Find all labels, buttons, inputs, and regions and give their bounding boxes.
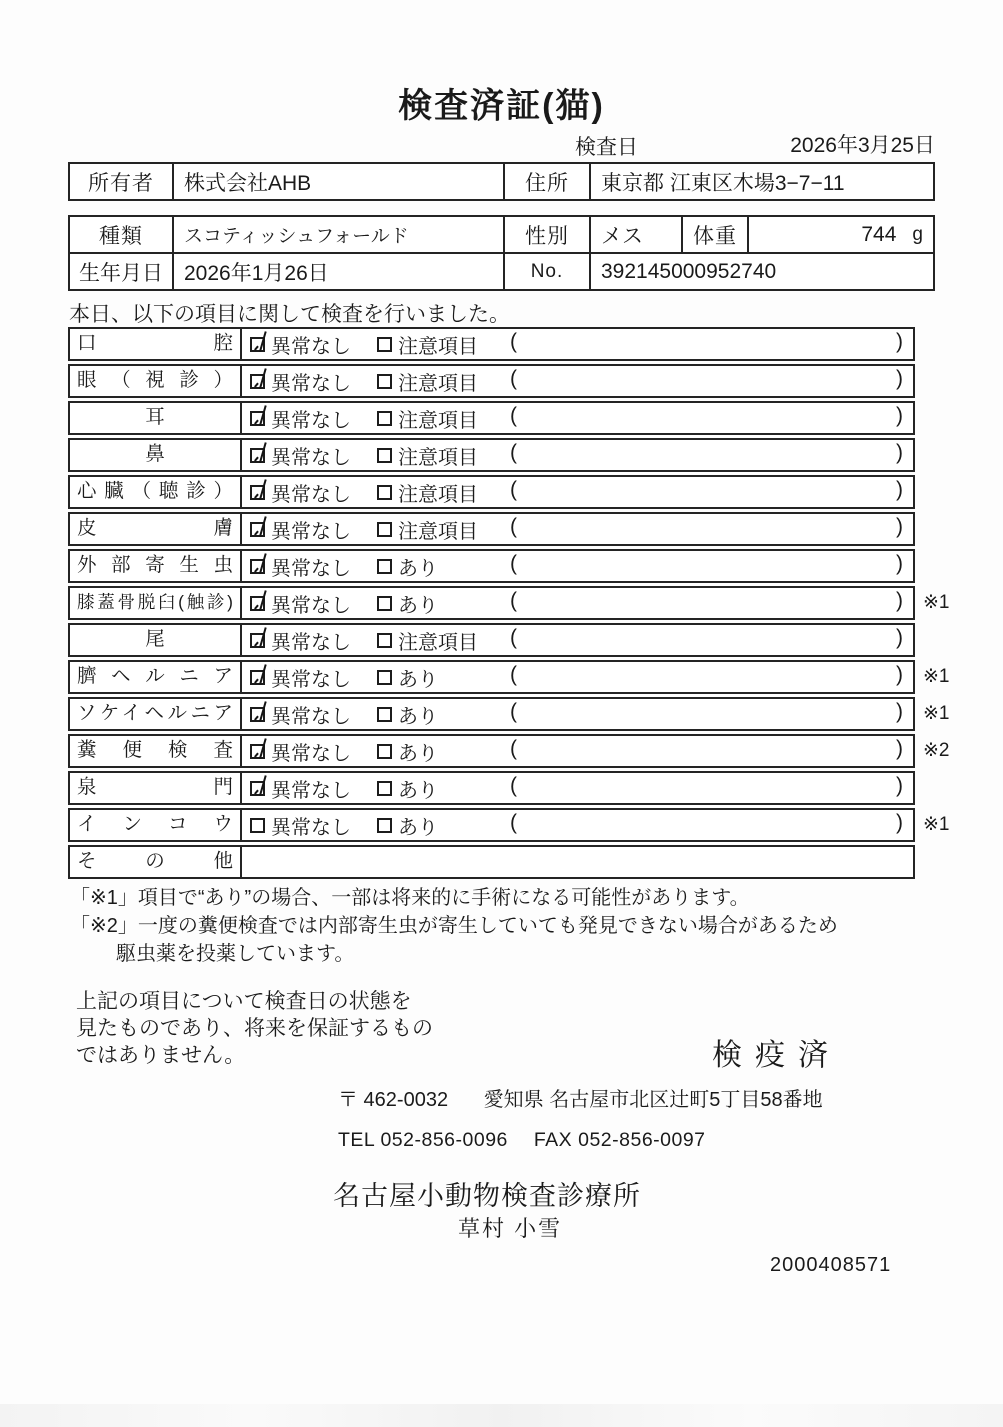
checkbox-option: [377, 514, 478, 544]
finding-checkbox[interactable]: [377, 448, 392, 463]
exam-item-label: インコウ: [70, 810, 242, 840]
no-abnormality-checkbox[interactable]: [250, 411, 265, 426]
exam-row-body: [242, 403, 913, 433]
quarantine-passed-stamp: 検疫済: [712, 1039, 841, 1072]
exam-row-body: [242, 588, 913, 618]
checkbox-option: [377, 403, 478, 433]
exam-row-body: [242, 477, 913, 507]
exam-item-label: 鼻: [70, 440, 242, 470]
no-abnormality-checkbox[interactable]: [250, 522, 265, 537]
remarks-paren-close: ): [896, 663, 903, 686]
weight-value: 744: [861, 222, 897, 246]
remarks-paren-close: ): [896, 552, 903, 575]
checkbox-label: 異常なし: [271, 520, 351, 543]
checkbox-option: [377, 736, 438, 766]
checkbox-option: [377, 588, 438, 618]
pet-table: [68, 215, 935, 291]
no-abnormality-checkbox[interactable]: [250, 744, 265, 759]
remarks-paren-close: ): [896, 478, 903, 501]
exam-item-label: ソケイヘルニア: [70, 699, 242, 729]
no-label: No.: [505, 254, 591, 289]
checkbox-option: [377, 810, 438, 840]
remarks-paren-close: ): [896, 441, 903, 464]
disclaimer-line-2: 見たものであり、将来を保証するもの: [76, 1017, 433, 1040]
exam-row-body: [242, 662, 913, 692]
checkbox-label: 異常なし: [271, 483, 351, 506]
weight-label: 体重: [683, 217, 749, 252]
exam-row-body: [242, 773, 913, 803]
exam-item-label: その他: [70, 847, 242, 877]
checkbox-option: [250, 477, 351, 507]
finding-checkbox[interactable]: [377, 485, 392, 500]
checkbox-option: [377, 625, 478, 655]
checkbox-option: [250, 662, 351, 692]
no-abnormality-checkbox[interactable]: [250, 596, 265, 611]
checkbox-label: あり: [398, 779, 438, 802]
finding-checkbox[interactable]: [377, 707, 392, 722]
exam-row-body: [242, 514, 913, 544]
remarks-paren-open: (: [510, 663, 517, 686]
exam-item-label: 泉門: [70, 773, 242, 803]
exam-item-label: 口腔: [70, 329, 242, 359]
checkbox-label: 異常なし: [271, 409, 351, 432]
checkbox-option: [250, 440, 351, 470]
checkbox-label: 注意項目: [398, 446, 478, 469]
checkbox-label: 注意項目: [398, 483, 478, 506]
no-abnormality-checkbox[interactable]: [250, 818, 265, 833]
reference-mark: ※1: [923, 703, 950, 724]
remarks-paren-close: ): [896, 367, 903, 390]
checkbox-label: 注意項目: [398, 631, 478, 654]
remarks-paren-close: ): [896, 774, 903, 797]
weight-value-cell: [749, 217, 933, 252]
birth-row: [70, 252, 933, 289]
reference-mark: ※1: [923, 814, 950, 835]
no-abnormality-checkbox[interactable]: [250, 374, 265, 389]
clinic-fax: FAX 052-856-0097: [533, 1129, 706, 1151]
no-abnormality-checkbox[interactable]: [250, 485, 265, 500]
clinic-phone-line: [338, 1129, 706, 1152]
checkbox-option: [250, 625, 351, 655]
exam-intro-text: 本日、以下の項目に関して検査を行いました。: [69, 303, 510, 326]
remarks-paren-close: ): [896, 811, 903, 834]
exam-row: [68, 549, 915, 583]
exam-item-label: 尾: [70, 625, 242, 655]
breed-label: 種類: [70, 217, 174, 252]
clinic-address-line: [338, 1083, 823, 1112]
owner-label: 所有者: [70, 164, 174, 199]
remarks-paren-close: ): [896, 737, 903, 760]
checkbox-label: 異常なし: [271, 816, 351, 839]
exam-row-body: [242, 847, 913, 877]
checkbox-option: [377, 662, 438, 692]
exam-item-label: 膝蓋骨脱臼(触診): [70, 588, 242, 618]
checkbox-label: 異常なし: [271, 335, 351, 358]
finding-checkbox[interactable]: [377, 411, 392, 426]
address-label: 住所: [505, 164, 591, 199]
exam-row-body: [242, 810, 913, 840]
checkbox-option: [377, 477, 478, 507]
remarks-paren-close: ): [896, 626, 903, 649]
exam-row: [68, 401, 915, 435]
checkbox-label: あり: [398, 668, 438, 691]
remarks-paren-open: (: [510, 441, 517, 464]
remarks-paren-open: (: [510, 626, 517, 649]
no-abnormality-checkbox[interactable]: [250, 781, 265, 796]
checkbox-label: 異常なし: [271, 668, 351, 691]
finding-checkbox[interactable]: [377, 670, 392, 685]
exam-row: [68, 697, 950, 731]
finding-checkbox[interactable]: [377, 337, 392, 352]
remarks-paren-open: (: [510, 589, 517, 612]
finding-checkbox[interactable]: [377, 744, 392, 759]
checkbox-label: 異常なし: [271, 705, 351, 728]
remarks-paren-open: (: [510, 774, 517, 797]
exam-row: [68, 623, 915, 657]
checkbox-option: [250, 773, 351, 803]
clinic-tel: TEL 052-856-0096: [338, 1129, 508, 1151]
checkbox-label: あり: [398, 816, 438, 839]
checkbox-option: [377, 773, 438, 803]
checkbox-option: [377, 440, 478, 470]
document-serial-number: 2000408571: [770, 1254, 892, 1276]
no-abnormality-checkbox[interactable]: [250, 670, 265, 685]
page-title: 検査済証(猫): [398, 87, 605, 125]
finding-checkbox[interactable]: [377, 522, 392, 537]
finding-checkbox[interactable]: [377, 559, 392, 574]
checkbox-option: [250, 551, 351, 581]
no-abnormality-checkbox[interactable]: [250, 337, 265, 352]
finding-checkbox[interactable]: [377, 633, 392, 648]
checkbox-label: 異常なし: [271, 742, 351, 765]
no-abnormality-checkbox[interactable]: [250, 707, 265, 722]
remarks-paren-close: ): [896, 515, 903, 538]
checkbox-label: 異常なし: [271, 446, 351, 469]
exam-row-body: [242, 366, 913, 396]
disclaimer-line-1: 上記の項目について検査日の状態を: [76, 990, 412, 1013]
checkbox-option: [377, 551, 438, 581]
exam-item-label: 臍ヘルニア: [70, 662, 242, 692]
finding-checkbox[interactable]: [377, 596, 392, 611]
checkbox-option: [250, 366, 351, 396]
checkbox-label: 異常なし: [271, 631, 351, 654]
footnotes: [70, 884, 838, 968]
remarks-paren-open: (: [510, 811, 517, 834]
veterinarian-name: 草村 小雪: [458, 1216, 563, 1241]
weight-unit: g: [912, 223, 923, 245]
checkbox-option: [250, 699, 351, 729]
exam-row: [68, 808, 950, 842]
checkbox-label: 注意項目: [398, 520, 478, 543]
exam-row: [68, 845, 915, 879]
birth-label: 生年月日: [70, 254, 174, 289]
exam-date-value: 2026年3月25日: [790, 134, 935, 157]
exam-row: [68, 771, 915, 805]
no-abnormality-checkbox[interactable]: [250, 448, 265, 463]
checkbox-option: [250, 514, 351, 544]
scan-artifact-band: [0, 1404, 1003, 1427]
remarks-paren-close: ): [896, 404, 903, 427]
exam-table: [68, 327, 1003, 882]
finding-checkbox[interactable]: [377, 818, 392, 833]
exam-row: [68, 512, 915, 546]
no-abnormality-checkbox[interactable]: [250, 559, 265, 574]
remarks-paren-open: (: [510, 515, 517, 538]
checkbox-label: あり: [398, 742, 438, 765]
exam-item-label: 心臓（聴診）: [70, 477, 242, 507]
checkbox-label: 注意項目: [398, 372, 478, 395]
remarks-paren-open: (: [510, 404, 517, 427]
postal-code: 〒 462-0032: [338, 1089, 449, 1111]
footnote-1: 「※1」項目で“あり”の場合、一部は将来的に手術になる可能性があります。: [70, 887, 750, 909]
remarks-paren-open: (: [510, 478, 517, 501]
clinic-address: 愛知県 名古屋市北区辻町5丁目58番地: [483, 1089, 823, 1111]
exam-row: [68, 586, 950, 620]
exam-row: [68, 438, 915, 472]
exam-item-label: 眼（視診）: [70, 366, 242, 396]
checkbox-option: [377, 329, 478, 359]
remarks-paren-open: (: [510, 700, 517, 723]
exam-row-body: [242, 625, 913, 655]
reference-mark: ※2: [923, 740, 950, 761]
remarks-paren-open: (: [510, 330, 517, 353]
exam-row-body: [242, 329, 913, 359]
remarks-paren-close: ): [896, 330, 903, 353]
no-value: 392145000952740: [601, 259, 777, 283]
checkbox-label: あり: [398, 557, 438, 580]
checkbox-label: 異常なし: [271, 779, 351, 802]
exam-item-label: 糞便検査: [70, 736, 242, 766]
exam-row-body: [242, 699, 913, 729]
checkbox-option: [250, 403, 351, 433]
birth-value: 2026年1月26日: [174, 254, 505, 289]
exam-item-label: 耳: [70, 403, 242, 433]
exam-row: [68, 660, 950, 694]
checkbox-option: [250, 810, 351, 840]
checkbox-option: [250, 736, 351, 766]
address-value: 東京都 江東区木場3−7−11: [601, 171, 845, 195]
disclaimer-line-3: ではありません。: [76, 1044, 246, 1067]
checkbox-option: [377, 366, 478, 396]
checkbox-label: 注意項目: [398, 409, 478, 432]
exam-row: [68, 327, 915, 361]
exam-row: [68, 364, 915, 398]
exam-row: [68, 475, 915, 509]
owner-value: 株式会社AHB: [174, 164, 505, 199]
exam-row-body: [242, 440, 913, 470]
remarks-paren-open: (: [510, 367, 517, 390]
breed-value: スコティッシュフォールド: [174, 217, 505, 252]
checkbox-label: 異常なし: [271, 372, 351, 395]
exam-item-label: 外部寄生虫: [70, 551, 242, 581]
footnote-2: 「※2」一度の糞便検査では内部寄生虫が寄生していても発見できない場合があるため: [70, 915, 838, 937]
checkbox-label: 異常なし: [271, 557, 351, 580]
checkbox-option: [377, 699, 438, 729]
finding-checkbox[interactable]: [377, 374, 392, 389]
checkbox-label: 注意項目: [398, 335, 478, 358]
reference-mark: ※1: [923, 592, 950, 613]
checkbox-label: 異常なし: [271, 594, 351, 617]
checkbox-label: あり: [398, 594, 438, 617]
clinic-name: 名古屋小動物検査診療所: [333, 1181, 641, 1211]
remarks-paren-open: (: [510, 737, 517, 760]
exam-row: [68, 734, 950, 768]
remarks-paren-close: ): [896, 589, 903, 612]
breed-row: [70, 217, 933, 252]
sex-value: メス: [591, 217, 683, 252]
checkbox-label: あり: [398, 705, 438, 728]
exam-row-body: [242, 551, 913, 581]
checkbox-option: [250, 329, 351, 359]
owner-row: [70, 164, 933, 199]
remarks-paren-close: ): [896, 700, 903, 723]
reference-mark: ※1: [923, 666, 950, 687]
owner-table: [68, 162, 935, 201]
sex-label: 性別: [505, 217, 591, 252]
exam-item-label: 皮膚: [70, 514, 242, 544]
exam-date-label: 検査日: [575, 136, 638, 159]
no-abnormality-checkbox[interactable]: [250, 633, 265, 648]
exam-row-body: [242, 736, 913, 766]
remarks-paren-open: (: [510, 552, 517, 575]
footnote-2-continued: 駆虫薬を投薬しています。: [116, 943, 355, 965]
checkbox-option: [250, 588, 351, 618]
finding-checkbox[interactable]: [377, 781, 392, 796]
disclaimer-text: [76, 988, 433, 1069]
